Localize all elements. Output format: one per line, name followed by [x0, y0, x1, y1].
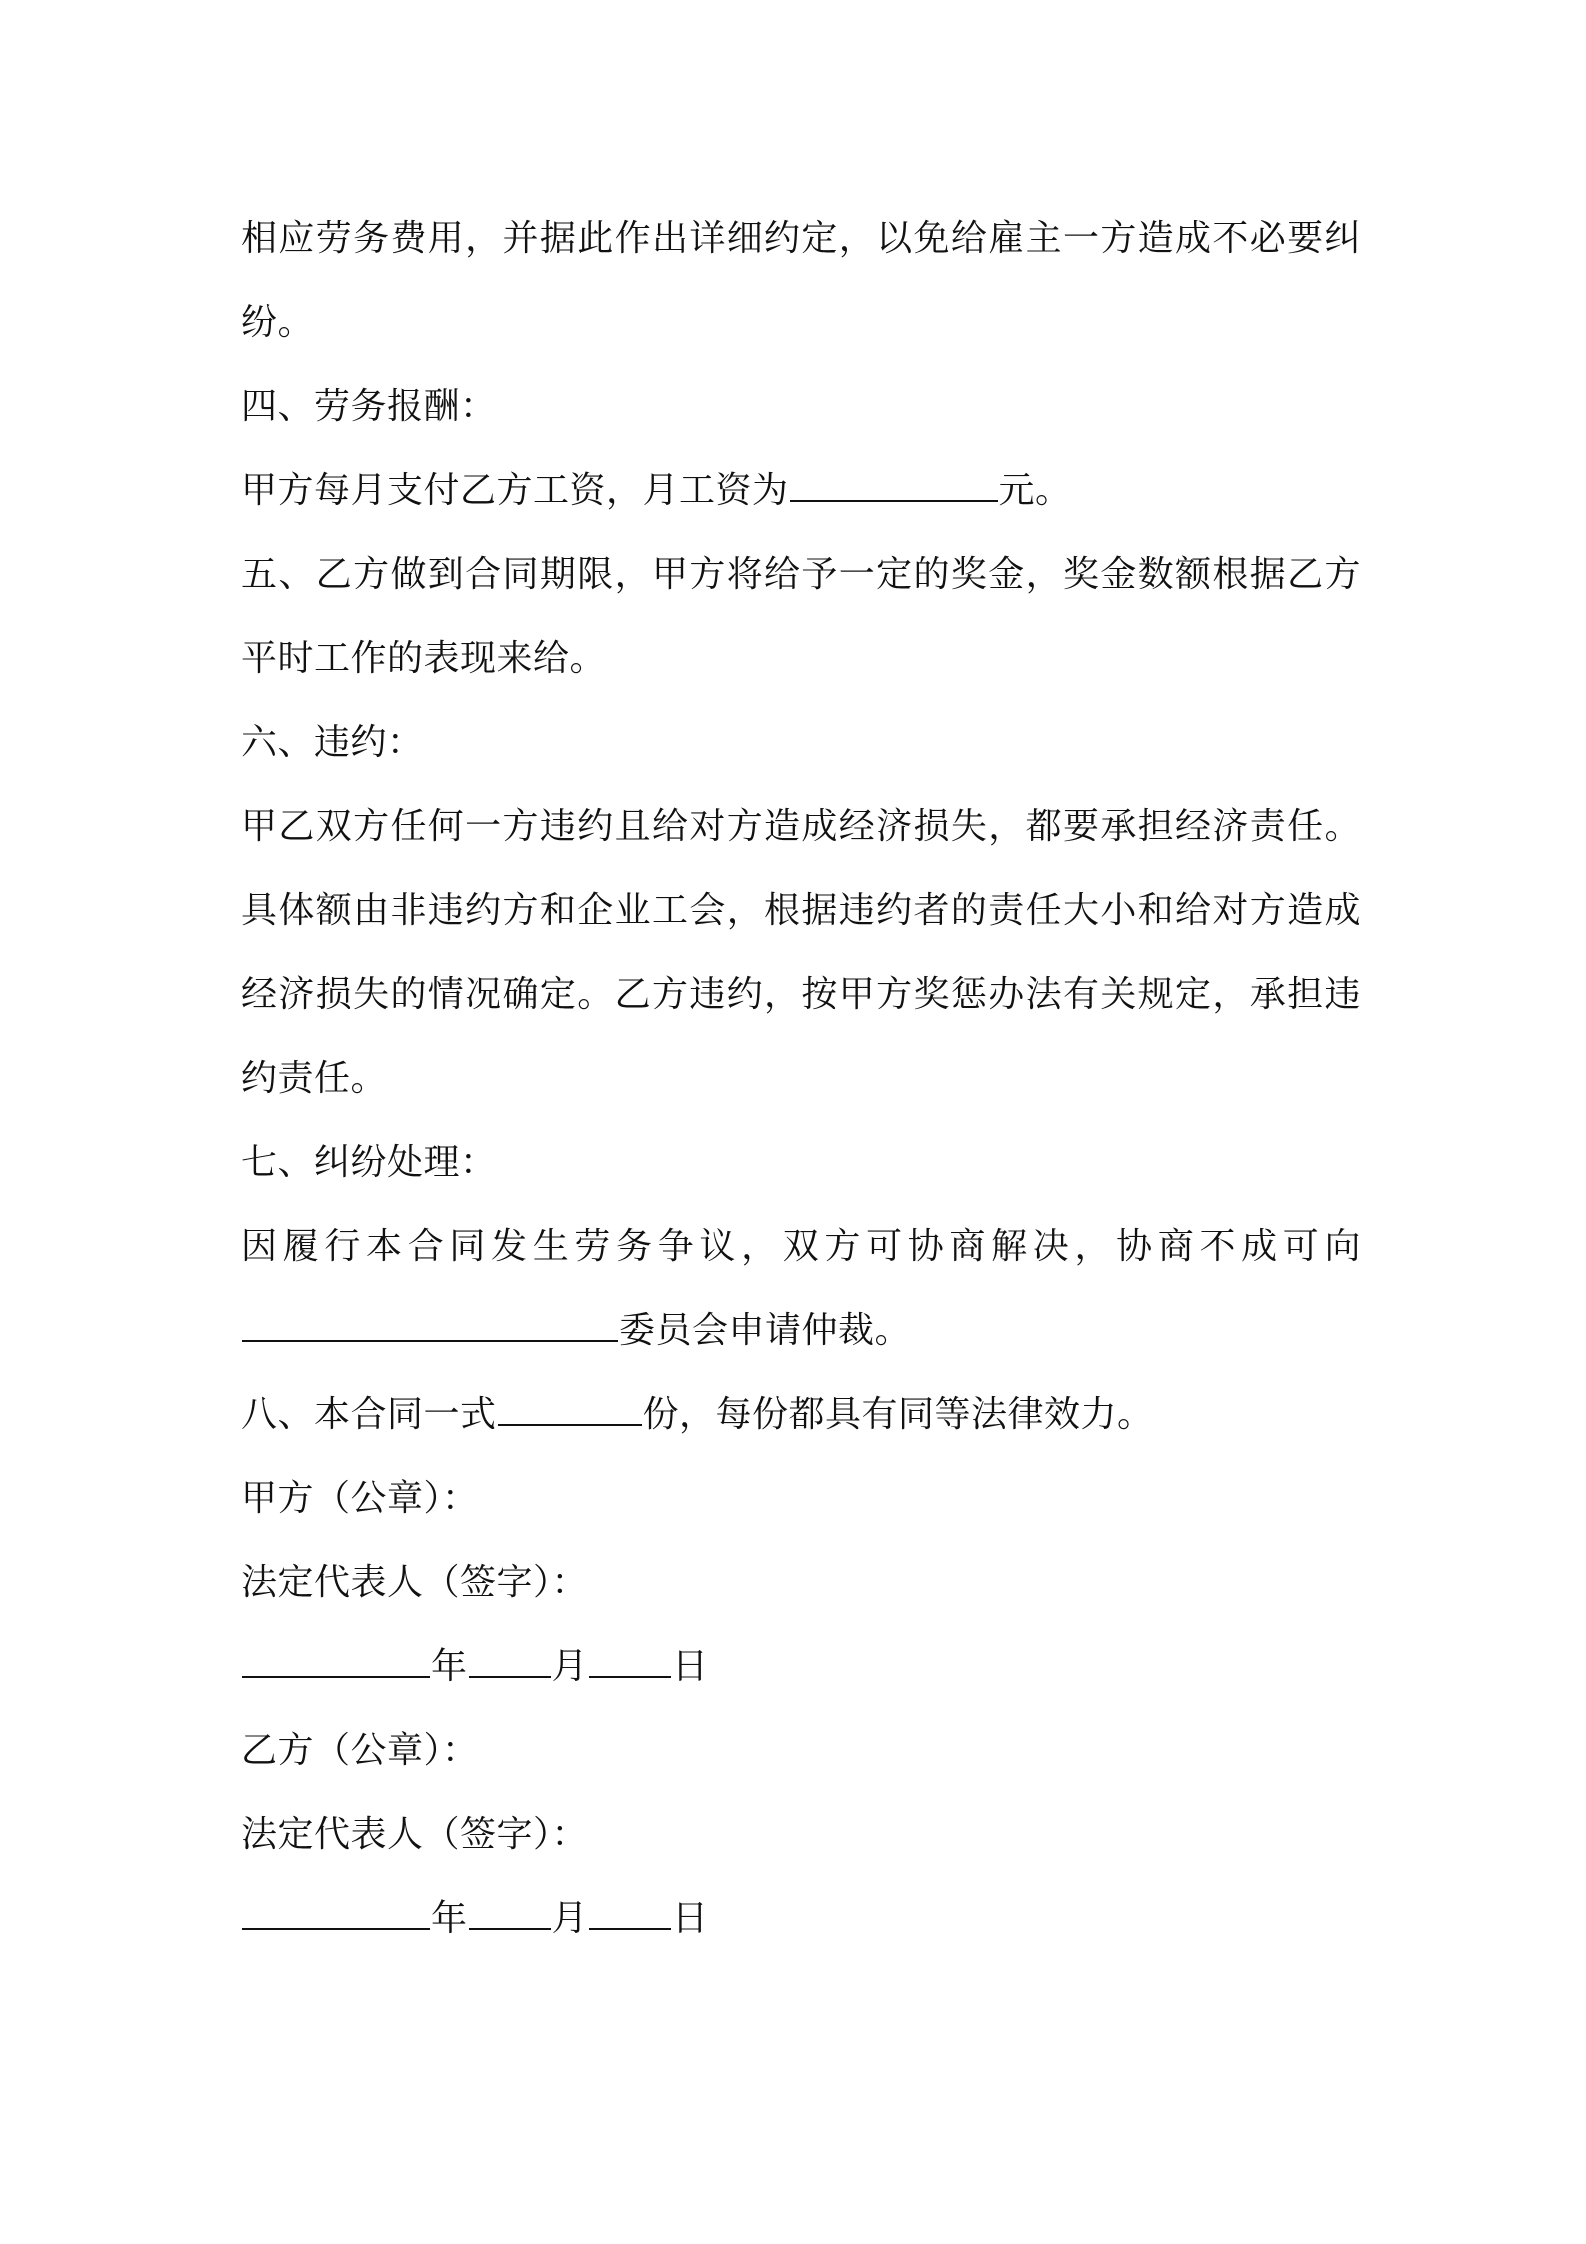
section-6-line-3: 经济损失的情况确定。乙方违约，按甲方奖惩办法有关规定，承担违	[241, 974, 1361, 1015]
party-a-day-label: 日	[672, 1646, 709, 1687]
document-body	[241, 197, 1361, 1961]
party-b-month-label: 月	[551, 1898, 589, 1939]
party-a-month-blank	[469, 1642, 551, 1678]
section-5-line-1: 五、乙方做到合同期限，甲方将给予一定的奖金，奖金数额根据乙方	[241, 554, 1361, 595]
section-4-heading: 四、劳务报酬：	[241, 386, 497, 427]
salary-blank	[790, 466, 998, 502]
section-4-salary-line	[241, 449, 1361, 533]
section-6-line-1: 甲乙双方任何一方违约且给对方造成经济损失，都要承担经济责任。	[241, 806, 1361, 847]
party-a-month-label: 月	[551, 1646, 589, 1687]
party-a-day-blank	[589, 1642, 671, 1678]
party-b-date	[241, 1877, 1361, 1961]
party-a-representative: 法定代表人（签字）：	[241, 1562, 589, 1603]
party-b-month-blank	[469, 1894, 551, 1930]
party-b-seal: 乙方（公章）：	[241, 1730, 479, 1771]
section-6-line-2: 具体额由非违约方和企业工会，根据违约者的责任大小和给对方造成	[241, 890, 1361, 931]
party-a-year-blank	[242, 1642, 430, 1678]
section-7-line-1: 因履行本合同发生劳务争议，双方可协商解决，协商不成可向	[241, 1226, 1361, 1267]
section-5-line-2: 平时工作的表现来给。	[241, 638, 607, 679]
committee-blank	[242, 1306, 618, 1342]
copies-blank	[498, 1390, 642, 1426]
party-b-year-blank	[242, 1894, 430, 1930]
party-b-day-label: 日	[672, 1898, 709, 1939]
party-a-seal: 甲方（公章）：	[241, 1478, 479, 1519]
party-b-year-label: 年	[431, 1898, 468, 1939]
salary-text: 甲方每月支付乙方工资，月工资为	[241, 470, 789, 511]
party-a-date	[241, 1625, 1361, 1709]
party-b-representative: 法定代表人（签字）：	[241, 1814, 589, 1855]
intro-line-1: 相应劳务费用，并据此作出详细约定，以免给雇主一方造成不必要纠	[241, 218, 1361, 259]
party-a-year-label: 年	[431, 1646, 468, 1687]
section-6-line-4: 约责任。	[241, 1058, 388, 1099]
section-6-heading: 六、违约：	[241, 722, 424, 763]
intro-line-2: 纷。	[241, 302, 315, 343]
committee-text: 委员会申请仲裁。	[619, 1310, 912, 1351]
salary-unit: 元。	[998, 470, 1072, 511]
section-8-line	[241, 1373, 1361, 1457]
section-7-heading: 七、纠纷处理：	[241, 1142, 497, 1183]
section-7-line-2	[241, 1289, 1361, 1373]
party-b-day-blank	[589, 1894, 671, 1930]
copies-text-before: 八、本合同一式	[241, 1394, 497, 1435]
copies-text-after: 份，每份都具有同等法律效力。	[642, 1394, 1154, 1435]
